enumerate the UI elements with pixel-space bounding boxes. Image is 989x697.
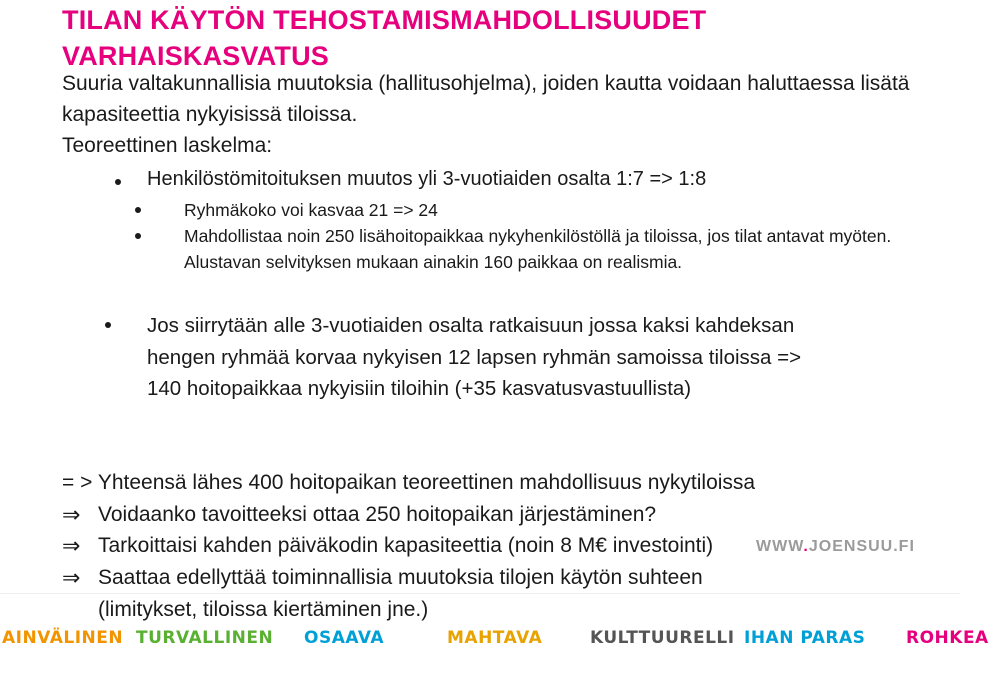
value-word: TURVALLINEN [136,628,274,648]
statement-changes-detail: (limitykset, tiloissa kiertäminen jne.) [98,598,429,621]
statement-changes: Saattaa edellyttää toiminnallisia muutoksia tilojen käytön suhteen [98,566,703,589]
sub-bullet-group-size: Ryhmäkoko voi kasvaa 21 => 24 [184,200,438,220]
question-goal: Voidaanko tavoitteeksi ottaa 250 hoitopaikan järjestäminen? [98,503,657,526]
value-word: AINVÄLINEN [2,628,124,648]
summary-total [62,467,755,498]
value-word: KULTTUURELLI [590,628,735,648]
sub-bullet-dot [135,207,141,213]
implies-arrow-icon: ⇒ [62,533,81,558]
intro-text [62,68,922,161]
value-word: MAHTAVA [447,628,543,648]
sub-bullet-dot [135,233,141,239]
title-line-1: TILAN KÄYTÖN TEHOSTAMISMAHDOLLISUUDET [62,5,707,35]
bullet-dot [105,322,111,328]
intro-paragraph: Suuria valtakunnallisia muutoksia (hallitusohjelma), joiden kautta voidaan haluttaessa lisätä kapasiteettia nykyisissä tiloissa. [62,72,910,126]
statement-capacity: Tarkoittaisi kahden päiväkodin kapasiteettia (noin 8 M€ investointi) [98,534,714,557]
implies-arrow-icon: ⇒ [62,565,81,590]
sub-bullet-places: Mahdollistaa noin 250 lisähoitopaikkaa nykyhenkilöstöllä ja tiloissa, jos tilat antavat myöten. Alustavan selvityksen mukaan ainakin 160 paikkaa on realismia. [184,226,892,272]
slide-title [62,2,706,74]
title-line-2: VARHAISKASVATUS [62,41,330,71]
bullet-under-3: Jos siirrytään alle 3-vuotiaiden osalta ratkaisuun jossa kaksi kahdeksan hengen ryhmää korvaa nykyisen 12 lapsen ryhmän samoissa tiloissa => 140 hoitopaikkaa nykyisiin tiloihin (+35 kasvatusvastuullista) [147,314,802,400]
summary-total-text: Yhteensä lähes 400 hoitopaikan teoreettinen mahdollisuus nykytiloissa [97,471,756,494]
value-word: OSAAVA [304,628,385,648]
summary-prefix: = > [62,471,93,494]
bullet-dot [115,179,121,185]
value-word: ROHKEA [906,628,989,648]
joensuu-logo: WWW.JOENSUU.FI [756,538,915,555]
bullet-staffing: Henkilöstömitoituksen muutos yli 3-vuotiaiden osalta 1:7 => 1:8 [147,168,707,190]
value-word: IHAN PARAS [744,628,866,648]
implies-arrow-icon: ⇒ [62,502,81,527]
calculation-heading: Teoreettinen laskelma: [62,134,273,157]
